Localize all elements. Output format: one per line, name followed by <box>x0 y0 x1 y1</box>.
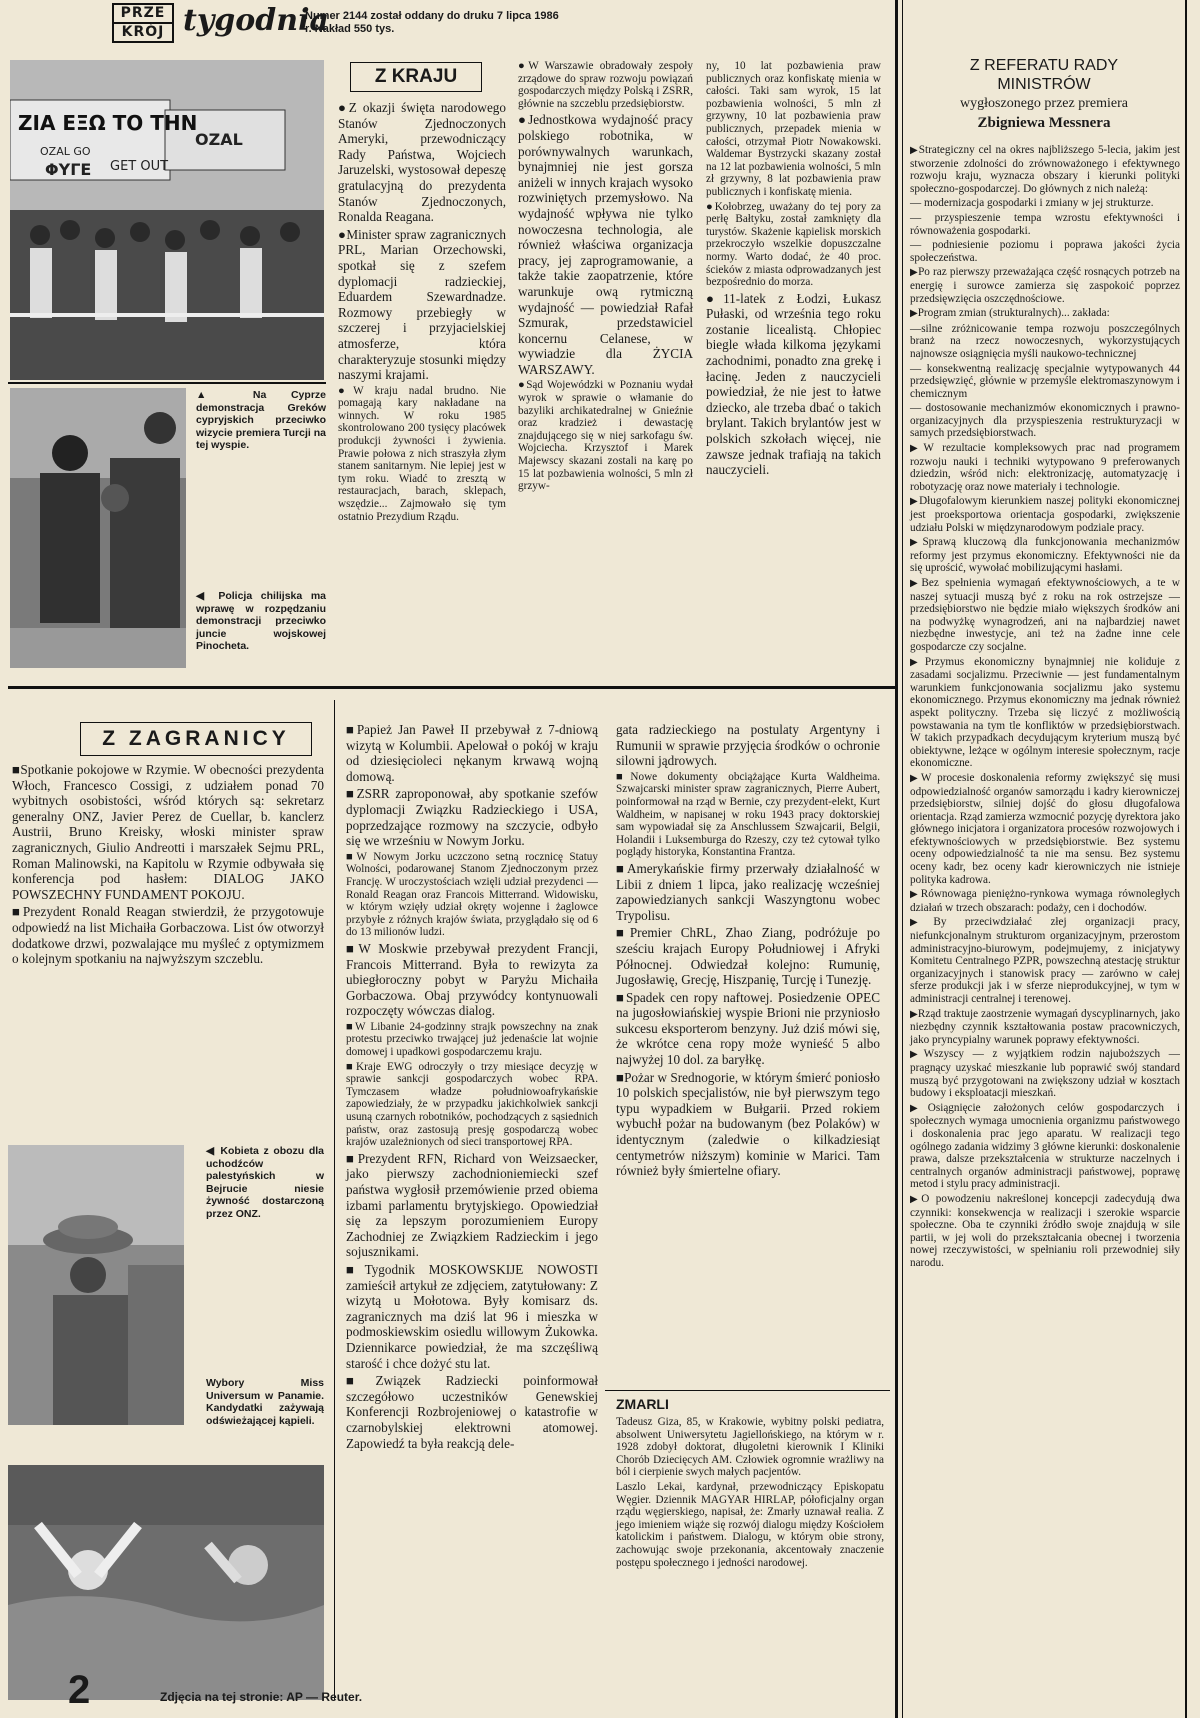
photo-credits: Zdjęcia na tej stronie: AP — Reuter. <box>160 1690 363 1704</box>
article-srednogorie-fire: ■ Pożar w Srednogorie, w którym śmierć poniosło 10 polskich specjalistów, nie był pierwszym tego typu wypadkiem w Bułgarii. Przed rokiem wybuchł pożar na budowanym (bez Polaków) w identycznym (zaledwie o kilkadziesiąt centymetrów niższym) kominie w Marici. Tam również były śmiertelne ofiary. <box>616 1070 880 1179</box>
banner-text-4: ΦΥΓΕ <box>45 160 92 179</box>
referat-item: ▶ Długofalowym kierunkiem naszej polityki ekonomicznej jest proeksportowa orientacja gospodarki, zwiększenie udziału Polski w międzynarodowym podziale pracy. <box>910 495 1180 534</box>
referat-item: —silne zróżnicowanie tempa rozwoju poszczególnych branż na rzecz nowoczesnych, wykorzystujących najnowsze osiągnięcia myśli naukowo-technicznej <box>910 322 1180 360</box>
referat-heading <box>908 56 1180 133</box>
article-sanitation: ● W kraju nadal brudno. Nie pomagają kary nakładane na winnych. W roku 1985 skontrolowano 200 tysięcy placówek produkcji żywności i żywienia. Prawie połowa z nich straszyła złym stanem sanitarnym. Nie lepiej jest w tym roku. Wiadć to zresztą w restauracjach, barach, sklepach, wszędzie... Zajmowało się tym ostatnio Prezydium Rządu. <box>338 385 506 524</box>
article-gniezno-verdict: ● Sąd Wojewódzki w Poznaniu wydał wyrok w sprawie o włamanie do bazyliki archikatedralnej w Gnieźnie oraz kradzież i dewastację znajdującego się w niej sarkofagu św. Wojciecha. Krzysztof i Marek Majewscy skazani zostali na karę po 15 lat pozbawienia wolności, 5 mln zł grzyw- <box>518 379 693 492</box>
page-number: 2 <box>68 1668 91 1712</box>
cyprus-caption: ▲ Na Cyprze demonstracja Greków cypryjskich przeciwko wizycie premiera Turcji na tej wyspie. <box>196 389 326 451</box>
column-rule-right-inner <box>902 0 903 1718</box>
miss-universe-caption: Wybory Miss Universum w Panamie. Kandydatki zażywają odświeżającej kąpieli. <box>206 1377 324 1427</box>
bottom-col-rule-1 <box>334 700 335 1700</box>
article-weizsaecker: ■ Prezydent RFN, Richard von Weizsaecker, jako pierwszy zachodnioniemiecki szef państwa wygłosił przemówienie przed obiema izbami parlamentu brytyjskiego. Opowiedział się za lepszym porozumieniem Europy Zachodniej ze Związkiem Radzieckim i jego sojusznikami. <box>346 1151 598 1260</box>
referat-item: ▶ Przymus ekonomiczny bynajmniej nie koliduje z zasadami socjalizmu. Przeciwnie — jest fundamentalnym warunkiem funkcjonowania socjalizmu jako systemu ekonomicznego. Przymus ekonomiczny ma jednak również aspekt polityczny. Trzeba się liczyć z możliwością powstawania na tym tle konfliktów w przedsiębiorstwach. W takich przypadkach decydującym kryterium muszą być obiektywne, leżące w ogólnym interesie społecznym, racje ekonomiczne. <box>910 656 1180 770</box>
referat-item: ▶ Wszyscy — z wyjątkiem rodzin najuboższych — pragnący uzyskać mieszkanie lub poprawić swój standard muszą być przygotowani na zwiększony udział w kosztach budowy i eksploatacji mieszkań. <box>910 1048 1180 1099</box>
referat-item: ▶ Program zmian (strukturalnych)... zakłada: <box>910 307 1180 321</box>
photo-rule <box>8 382 326 384</box>
article-mitterrand-moscow: ■ W Moskwie przebywał prezydent Francji, Francois Mitterrand. Była to rewizyta za ubiegłoroczny pobyt w Paryżu Michaiła Gorbaczowa. Obaj przywódcy kontynuowali rozpoczęty wówczas dialog. <box>346 941 598 1019</box>
referat-heading-line4: Zbigniewa Messnera <box>977 115 1111 131</box>
article-eec-rpa: ■ Kraje EWG odroczyły o trzy miesiące decyzję w sprawie sankcji gospodarczych wobec RPA. Tymczasem władze południowoafrykańskie zapowiedziały, że w przypadku jakichkolwiek sankcji usuną czarnych robotników, pochodzących z sąsiednich państw, oraz zastosują presję gospodarczą wobec krajów uzależnionych od sieci transportowej RPA. <box>346 1061 598 1149</box>
z-zagranicy-col3 <box>616 722 880 1181</box>
masthead-logo <box>112 3 174 43</box>
article-orzechowski: ● Minister spraw zagranicznych PRL, Marian Orzechowski, spotkał się z szefem dyplomacji radzieckiej, Eduardem Szewardnadze. Rozmowy przebiegły w szczerej i przyjacielskiej atmosferze, która charakteryzuje stosunki między naszymi krajami. <box>338 227 506 383</box>
banner-text-5: GET OUT <box>110 159 169 174</box>
article-lebanon-strike: ■ W Libanie 24-godzinny strajk powszechny na znak protestu przeciwko trwającej już jedenaście lat wojnie domowej i upadkowi gospodarczemu kraju. <box>346 1021 598 1059</box>
z-zagranicy-heading: Z ZAGRANICY <box>80 722 312 756</box>
referat-item: ▶ Rząd traktuje zaostrzenie wymagań dyscyplinarnych, jako niezbędny czynnik kształtowania postaw pracowniczych, jako pryncypialny warunek poprawy efektywności. <box>910 1008 1180 1047</box>
article-libya-firms: ■ Amerykańskie firmy przerwały działalność w Libii z dniem 1 lipca, jako realizację wcześniej zapowiedzianych sankcji Waszyngtonu wobec Trypolisu. <box>616 861 880 923</box>
referat-item: ▶ O powodzeniu nakreślonej koncepcji zadecydują dwa czynniki: konsekwencja w realizacji i szerokie wsparcie społeczne. Oba te czynniki źródło swoje znajdują w sile partii, w jej woli do przekształcania obecnej i tworzenia nowej rzeczywistości, w spełnianiu roli przewodniej siły narodu. <box>910 1193 1180 1270</box>
zmarli-rule <box>605 1390 890 1391</box>
z-zagranicy-col2 <box>346 722 598 1453</box>
miss-universe-pool-photo <box>8 1465 324 1700</box>
referat-item: ▶ Sprawą kluczową dla funkcjonowania mechanizmów reformy jest przymus ekonomiczny. Efektywności nie da się uprościć, wywołać mobilizującymi hasłami. <box>910 536 1180 575</box>
z-kraju-section <box>338 60 888 680</box>
referat-item: ▶ Równowaga pieniężno-rynkowa wymaga równoległych działań w trzech obszarach: podaży, cen i dochodów. <box>910 888 1180 914</box>
article-ussr-proposal: ■ ZSRR zaproponował, aby spotkanie szefów dyplomacji Związku Radzieckiego i USA, poprzedzające rozmowy na szczycie, odbyło się we wrześniu w Nowym Jorku. <box>346 786 598 848</box>
article-chernobyl: ■ Związek Radziecki poinformował szczegółowo uczestników Genewskiej Konferencji Rozbrojeniowej o katastrofie w czarnobylskiej elektrowni atomowej. Zapowiedź ta była reakcją dele- <box>346 1373 598 1451</box>
cyprus-demonstration-photo <box>10 60 324 380</box>
logo-top: PRZE <box>112 3 174 22</box>
referat-item: ▶ Po raz pierwszy przeważająca część rosnących potrzeb na energię i surowce zamierza się zaspokoić poprzez przedsięwzięcia oszczędnościowe. <box>910 266 1180 305</box>
z-kraju-col3 <box>706 60 881 480</box>
referat-item: — podniesienie poziomu i poprawa jakości życia społeczeństwa. <box>910 239 1180 264</box>
referat-item: — przyspieszenie tempa wzrostu efektywności i równoważenia gospodarki. <box>910 211 1180 237</box>
article-pope-colombia: ■ Papież Jan Paweł II przebywał z 7-dniową wizytą w Kolumbii. Apelował o pokój w kraju od dziesięcioleci nękanym krwawą wojną domową. <box>346 722 598 784</box>
logo-bottom: KRÓJ <box>112 22 174 43</box>
referat-heading-line2: MINISTRÓW <box>997 76 1091 93</box>
column-rule-right <box>895 0 898 1718</box>
chile-caption: ◀ Policja chilijska ma wprawę w rozpędzaniu demonstracji przeciwko juncie wojskowej Pinocheta. <box>196 590 326 652</box>
referat-item: ▶ Bez spełnienia wymagań efektywnościowych, a te w naszej sytuacji muszą być z roku na rok ostrzejsze — przedsiębiorstwo nie będzie miało większych środków ani na podwyżkę wynagrodzeń, ani na najbardziej nawet niezbędne inwestycje, ani też na żadne inne cele gospodarcze czy socjalne. <box>910 577 1180 654</box>
masthead-info: Numer 2144 został oddany do druku 7 lipca 1986 r. Nakład 550 tys. <box>305 10 559 35</box>
column-rule-edge <box>1185 0 1187 1718</box>
referat-item: ▶ Osiągnięcie założonych celów gospodarczych i społecznych wymaga umocnienia organizmu państwowego i doskonalenia prac jego aparatu. W realizacji tego ogólnego zadania widzimy 3 główne kierunki: doskonalenie prawa, dalsze przekształcenia w strukturze naczelnych i centralnych organów administracji państwowej, poprawę metod i stylu pracy administracji. <box>910 1102 1180 1191</box>
article-waldheim: ■ Nowe dokumenty obciążające Kurta Waldheima. Szwajcarski minister spraw zagranicznych, Pierre Aubert, poinformował na rząd w Bernie, czy prezydent-elekt, Kurt Waldheim, w napisanej w roku 1943 pracy doktorskiej sam wypowiadał się za Anschlussem Szwajcarii, Belgii, Holandii i Luksemburga do Rzeszy, czy też cytował tylko poglądy historyka, Konstantina Frantza. <box>616 771 880 859</box>
article-rome-meeting: ■ Spotkanie pokojowe w Rzymie. W obecności prezydenta Włoch, Francesco Cossigi, z udziałem ponad 70 wybitnych osobistości, wśród których są: sekretarz generalny ONZ, Javier Perez de Cuellar, b. kanclerz Austrii, Bruno Kreisky, włoski minister spraw zagranicznych, Giulio Andreotti i marszałek Sejmu PRL, Roman Malinowski, na Kapitolu w Rzymie odbywała się konferencja pod hasłem: DIALOG JAKO POWSZECHNY FUNDAMENT POKOJU. <box>12 762 324 902</box>
article-independence-day: ● Z okazji święta narodowego Stanów Zjednoczonych Ameryki, przewodniczący Rady Państwa, Wojciech Jaruzelski, wystosował depeszę gratulacyjną do prezydenta Stanów Zjednoczonych, Ronalda Reagana. <box>338 100 506 225</box>
article-chernobyl-continued: gata radzieckiego na postulaty Argentyny i Rumunii w sprawie przyjęcia środków o ochronie silowni jądrowych. <box>616 722 880 769</box>
article-molotov: ■ Tygodnik MOSKOWSKIJE NOWOSTI zamieścił artykuł ze zdjęciem, zatytułowany: Z wizytą u Mołotowa. Były komisarz ds. zagranicznych ma dziś lat 96 i mieszka w podmoskiewskim osiedlu willowym Żukowka. Dziennikarce powiedział, że ma szczęśliwą starość i chce dożyć stu lat. <box>346 1262 598 1371</box>
referat-heading-line3: wygłoszonego przez premiera <box>960 96 1128 111</box>
zmarli-heading: ZMARLI <box>616 1396 669 1412</box>
article-lodz-boy: ● 11-latek z Łodzi, Łukasz Pułaski, od września tego roku zostanie licealistą. Chłopiec biegle włada kilkoma językami zachodnimi, ponadto zna grekę i łacinę. Jeden z nauczycieli powiedział, że nie jest to łatwe dziecko, ale trzeba dbać o takich brylant. Takich brylantów jest w polskich szkołach więcej, nie zawsze jednak trafiają na takich nauczycieli. <box>706 291 881 478</box>
referat-item: ▶ W rezultacie kompleksowych prac nad programem rozwoju nauki i techniki wytypowano 9 preferowanych dziedzin, wśród nich: elektronizację, automatyzację i robotyzację oraz nowe materiały i technologie. <box>910 442 1180 493</box>
z-kraju-heading: Z KRAJU <box>350 62 482 92</box>
obituary-giza: Tadeusz Giza, 85, w Krakowie, wybitny polski pediatra, absolwent Uniwersytetu Jagiellońskiego, na którym w r. 1928 zdobył doktorat, długoletni kierownik I Kliniki Chorób Dziecięcych AM. Człowiek ogromnie wrażliwy na ból i cierpienie swych małych pacjentów. <box>616 1416 884 1479</box>
z-kraju-col1 <box>338 100 506 525</box>
referat-item: ▶ Strategiczny cel na okres najbliższego 5-lecia, jakim jest stworzenie zdolności do zrównoważonego i efektywnego rozwoju kraju, wyznacza obszary i kierunki polityki społeczno-gospodarczej. Do głównych z nich należą: <box>910 144 1180 195</box>
article-warsaw-teams: ● W Warszawie obradowały zespoły zrządowe do spraw rozwoju powiązań gospodarczych między Polską i ZSRR, głównie na szczeblu przedsiębiorstw. <box>518 60 693 110</box>
article-reagan-letter: ■ Prezydent Ronald Reagan stwierdził, że przygotowuje odpowiedź na list Michaiła Gorbaczowa. List ów otworzył dodatkowe drzwi, pozwalające mu myśleć z optymizmem o kolejnym spotkaniu na najwyższym szczeblu. <box>12 904 324 966</box>
article-verdict-continued: ny, 10 lat pozbawienia praw publicznych oraz konfiskatę mienia w całości. Taki sam wyrok, 15 lat pozbawienia wolności, 5 mln zł grzywny, 10 lat pozbawienia praw publicznych, przepadek mienia w całości, otrzymał Piotr Nowakowski. Waldemar Bystrzycki skazany został na 12 lat pozbawienia wolności, 5 mln zł grzywny, 8 lat pozbawienia praw publicznych i konfiskatę mienia. <box>706 60 881 198</box>
banner-text-3: OZAL <box>195 130 243 149</box>
beirut-caption: ◀ Kobieta z obozu dla uchodźców palestyńskich w Bejrucie niesie żywność dostarczoną przez ONZ. <box>206 1145 324 1220</box>
article-kolobrzeg: ● Kołobrzeg, uważany do tej pory za perłę Bałtyku, został zamknięty dla turystów. Skażenie kąpielisk morskich przekroczyło wszelkie dopuszczalne normy. Warto dodać, że 40 proc. ścieków z miasta odprowadzanych jest bezpośrednio do morza. <box>706 201 881 289</box>
referat-item: ▶ W procesie doskonalenia reformy zwiększyć się musi odpowiedzialność organów samorządu i kadry kierowniczej przedsiębiorstw, silniej dojść do głosu długofalowa orientacja. Rząd zamierza wzmocnić pozycję dyrektora jako głównego inicjatora i organizatora procesów rozwojowych i efektywnościowych w przedsiębiorstwie. Bez systemu oceny odpowiedzialność ta nie ma sensu. Bez systemu oceny kadr, bez oceny kadr kierowniczych nie istnieje polityka kadrowa. <box>910 772 1180 886</box>
masthead-title: tygodnia <box>183 3 329 38</box>
referat-item: — dostosowanie mechanizmów ekonomicznych i prawno-organizacyjnych dla przyspieszenia restrukturyzacji w samych przedsiębiorstwach. <box>910 402 1180 440</box>
referat-heading-line1: Z REFERATU RADY <box>969 57 1119 74</box>
referat-item: — modernizacja gospodarki i zmiany w jej strukturze. <box>910 197 1154 210</box>
zmarli-list <box>616 1416 884 1571</box>
banner-text-1: ZIA EΞΩ ΤΟ ΤΗΝ <box>18 111 198 135</box>
article-oil-prices: ■ Spadek cen ropy naftowej. Posiedzenie OPEC na jugosłowiańskiej wyspie Brioni nie przyniosło sukcesu eksporterom benzyny. Już dziś mówi się, że wkrótce cena ropy może wynieść 5 albo najwyżej 10 dol. za baryłkę. <box>616 990 880 1068</box>
referat-item: ▶ By przeciwdziałać złej organizacji pracy, niefunkcjonalnym strukturom organizacyjnym, przerostom administracyjno-biurowym, podejmujemy, z inicjatywy Komitetu Centralnego PZPR, powszechną atestację struktur organizacyjnych i stanowisk pracy — zarówno w całej sferze produkcji jak i w sferze nieprodukcyjnej, w tym w administracji centralnej i terenowej. <box>910 916 1180 1005</box>
z-zagranicy-col1 <box>12 762 324 969</box>
referat-item: — konsekwentną realizację specjalnie wytypowanych 44 przedsięwzięć, głównie w przemyśle elektromaszynowym i chemicznym <box>910 362 1180 400</box>
z-kraju-col2 <box>518 60 693 495</box>
section-divider <box>8 686 895 689</box>
referat-body <box>910 144 1180 1271</box>
chile-police-photo <box>10 388 186 668</box>
obituary-lekai: Laszlo Lekai, kardynał, przewodniczący Episkopatu Węgier. Dziennik MAGYAR HIRLAP, półoficjalny organ rządu węgierskiego, napisał, że: Zmarły uznawał realia. Z jego imieniem wiąże się rozwój dialogu między Kościołem katolickim i państwem. Dialogu, w którym obie strony, zachowując swoje przekonania, akcentowały znaczenie postępu społecznego i jedności narodowej. <box>616 1480 884 1569</box>
article-zhao-ziang: ■ Premier ChRL, Zhao Ziang, podróżuje po sześciu krajach Europy Południowej i Afryki Północnej. Odwiedzał kolejno: Rumunię, Jugosławię, Grecję, Hiszpanię, Turcję i Tunezję. <box>616 925 880 987</box>
article-statue-liberty: ■ W Nowym Jorku uczczono setną rocznicę Statuy Wolności, podarowanej Stanom Zjednoczonym przez Francję. W uroczystościach wzięli udział prezydenci — Ronald Reagan oraz Francois Mitterrand. Widowisku, w którym wzięły udział okręty wojenne i żaglowce przybyłe z różnych krajów świata, przyglądało się od 6 do 13 milionów ludzi. <box>346 851 598 939</box>
beirut-refugee-photo <box>8 1145 184 1425</box>
article-productivity: ● Jednostkowa wydajność pracy polskiego robotnika, w porównywalnych warunkach, bynajmniej nie jest gorsza aniżeli w innych krajach wysoko rozwiniętych przemysłowo. Na wydajność wpływa nie tylko nowoczesna technologia, ale również właściwa organizacja pracy, jej zaprogramowanie, a także takie zaopatrzenie, które warunkuje ową rytmiczną wydajność — powiedział Rafał Szmurak, przedstawiciel koncernu Celanese, w wywiadzie dla ŻYCIA WARSZAWY. <box>518 112 693 377</box>
banner-text-2: OZAL GO <box>40 145 91 158</box>
